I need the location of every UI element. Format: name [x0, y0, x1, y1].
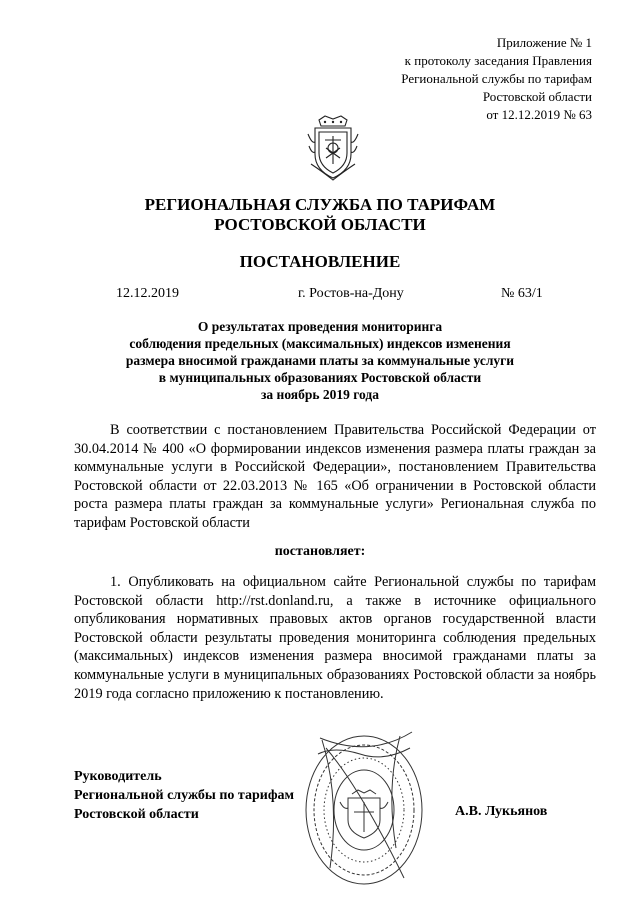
subject-line: за ноябрь 2019 года — [260, 387, 379, 402]
document-date: 12.12.2019 — [116, 286, 179, 301]
signatory-title — [74, 767, 294, 824]
coat-of-arms-icon — [305, 114, 361, 182]
document-subject — [0, 318, 640, 403]
appendix-line: к протоколу заседания Правления — [404, 53, 592, 68]
document-type: ПОСТАНОВЛЕНИЕ — [239, 252, 401, 271]
appendix-line: Ростовской области — [482, 89, 592, 104]
document-number: № 63/1 — [501, 286, 543, 301]
appendix-line: от 12.12.2019 № 63 — [486, 107, 592, 122]
document-meta — [0, 286, 640, 304]
subject-line: О результатах проведения мониторинга — [197, 319, 443, 334]
official-seal-icon — [300, 728, 430, 893]
appendix-line: Приложение № 1 — [496, 35, 592, 50]
subject-line: соблюдения предельных (максимальных) индексов изменения — [129, 336, 511, 351]
signatory-title-line: Региональной службы по тарифам — [74, 788, 295, 803]
resolution-paragraph: 1. Опубликовать на официальном сайте Региональной службы по тарифам Ростовской области http://rst.donland.ru, а также в источнике официального опубликования нормативных правовых актов органов государственной власти Ростовской области результаты проведения мониторинга соблюдения предельных (максимальных) индексов изменения размера вносимой гражданами платы за коммунальные услуги в муниципальных образованиях Ростовской области за ноябрь 2019 года согласно приложению к постановлению. — [74, 574, 596, 702]
resolves-heading: постановляет: — [274, 544, 366, 559]
subject-line: размера вносимой гражданами платы за коммунальные услуги — [125, 353, 515, 368]
organization-title-line: РЕГИОНАЛЬНАЯ СЛУЖБА ПО ТАРИФАМ — [144, 195, 496, 214]
appendix-line: Региональной службы по тарифам — [401, 71, 592, 86]
appendix-note — [401, 34, 592, 124]
organization-title-line: РОСТОВСКОЙ ОБЛАСТИ — [214, 215, 426, 234]
organization-title — [0, 195, 640, 235]
signatory-title-line: Руководитель — [74, 769, 162, 784]
document-city: г. Ростов-на-Дону — [298, 286, 404, 301]
signatory-name: А.В. Лукьянов — [455, 804, 548, 819]
subject-line: в муниципальных образованиях Ростовской области — [158, 370, 482, 385]
signatory-title-line: Ростовской области — [74, 807, 199, 822]
preamble-paragraph: В соответствии с постановлением Правительства Российской Федерации от 30.04.2014 № 400 «О формировании индексов изменения размера платы граждан за коммунальные услуги в Российской Федерации», постановлением Правительства Ростовской области от 22.03.2013 № 165 «Об ограничении в Ростовской области роста размера платы граждан за коммунальные услуги» Региональная служба по тарифам Ростовской области — [74, 422, 596, 531]
